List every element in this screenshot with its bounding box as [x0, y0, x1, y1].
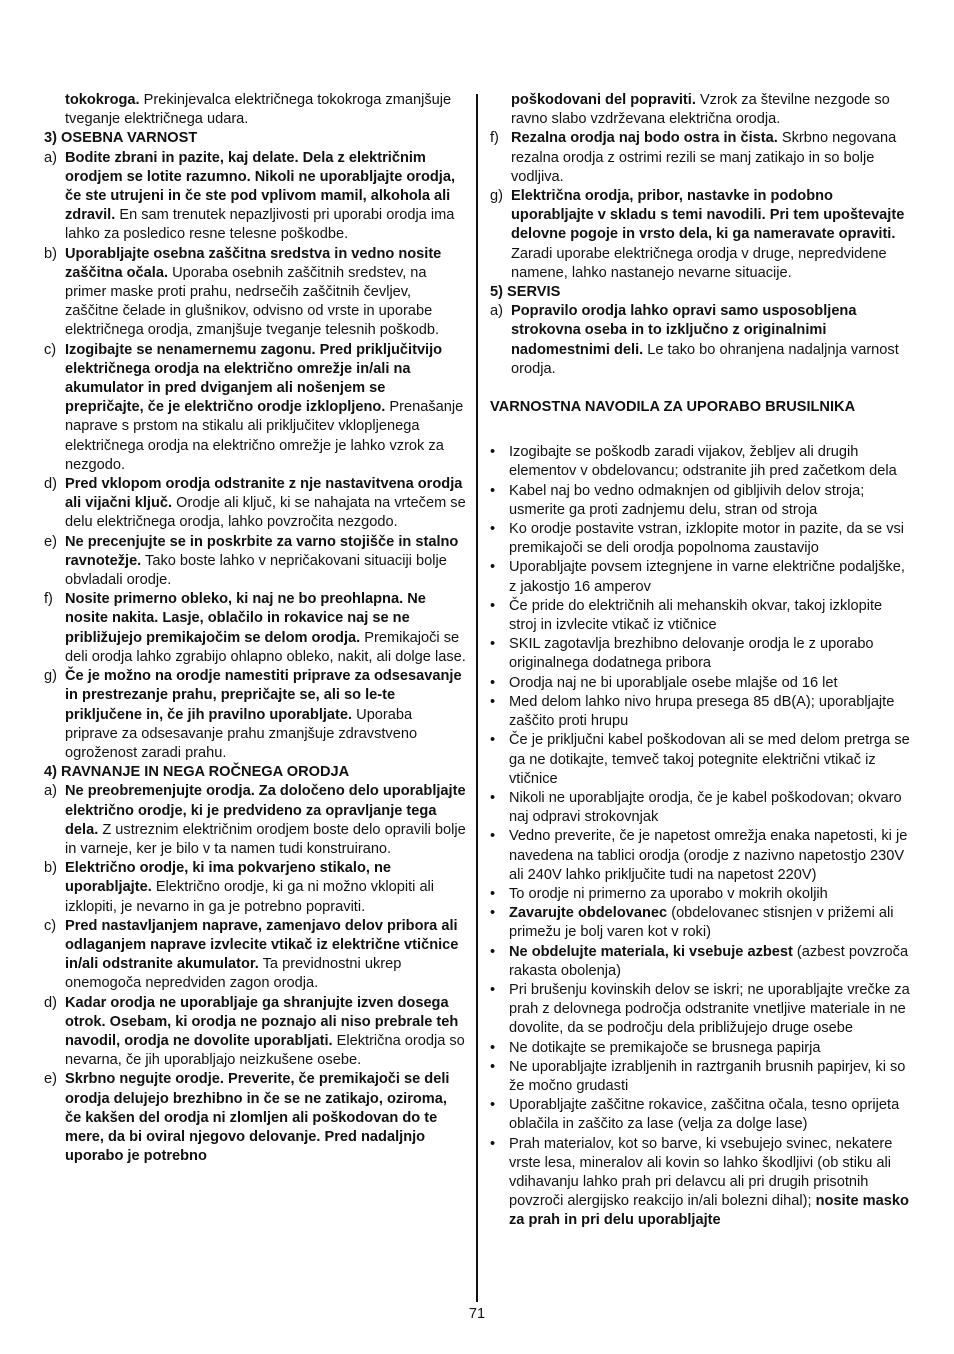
bullet-dot-icon: • [490, 943, 496, 960]
page-number: 71 [468, 1306, 486, 1322]
bullet-text: Ne dotikajte se premikajoče se brusnega papirja [509, 1039, 821, 1056]
item-text: Orodje ali ključ, ki se nahajata na vrtečem se delu električnega orodja, lahko povzročita nezgodo. [65, 495, 466, 531]
bullet-dot-icon: • [490, 981, 496, 998]
section-4-title: 4) RAVNANJE IN NEGA ROČNEGA ORODJA [44, 764, 350, 781]
bullet-item [490, 597, 910, 635]
bullet-item [490, 981, 910, 1039]
bullet-text: Če pride do električnih ali mehanskih okvar, takoj izklopite stroj in izvlecite vtikač iz vtičnice [509, 597, 883, 634]
item-bold-text: Pred vklopom orodja odstranite z nje nastavitvena orodja ali vijačni ključ. [65, 476, 463, 512]
section-5-title: 5) SERVIS [490, 284, 561, 301]
item-bold-text: Izogibajte se nenamernemu zagonu. Pred priključitvijo električnega orodja na električno omrežje in/ali na akumulator in pred dviganjem ali nošenjem se prepričajte, če je električno orodje izklopljeno. [65, 341, 443, 416]
bullet-text-after: (azbest povzroča rakasta obolenja) [509, 943, 909, 979]
bullet-dot-icon: • [490, 905, 496, 922]
item-label: g) [44, 668, 57, 685]
item-label: c) [44, 341, 57, 358]
list-item [44, 475, 466, 533]
item-text: Skrbno negovana rezalna orodja z ostrimi rezili se manj zatikajo in so bolje vodljiva. [511, 130, 897, 185]
item-text: Električna orodja so nevarna, če jih uporabljajo neizkušene osebe. [65, 1032, 465, 1069]
bullet-item [490, 558, 910, 596]
item-bold-text: Ne precenjujte se in poskrbite za varno stojišče in stalno ravnotežje. [65, 533, 459, 569]
bullet-text: Vedno preverite, če je napetost omrežja enaka napetosti, ki je navedena na tablici orodja (orodje z nazivno napetostjo 230V ali 240V lahko priključite tudi na napetost 220V) [509, 828, 908, 883]
bullet-dot-icon: • [490, 521, 496, 538]
item-label: a) [490, 303, 503, 320]
bullet-dot-icon: • [490, 1039, 496, 1056]
bullet-dot-icon: • [490, 559, 496, 576]
bullet-text: Ko orodje postavite vstran, izklopite motor in pazite, da se vsi premikajoči se deli orodja popolnoma zaustavijo [509, 521, 905, 557]
right-column [490, 91, 910, 1231]
bullet-item [490, 731, 910, 789]
item-bold-text: Nosite primerno obleko, ki naj ne bo preohlapna. Ne nosite nakita. Lasje, oblačilo in rokavice naj se ne približujejo premikajočim se delom orodja. [65, 591, 426, 646]
item-bold-text: Uporabljajte osebna zaščitna sredstva in vedno nosite zaščitna očala. [65, 245, 442, 281]
bullet-item [490, 635, 910, 673]
item-bold-text: Bodite zbrani in pazite, kaj delate. Dela z električnim orodjem se lotite razumno. Nikoli ne uporabljajte orodja, če ste utrujeni in če ste pod vplivom mamil, alkohola ali zdravil. [65, 149, 456, 224]
bullet-text: Orodja naj ne bi uporabljale osebe mlajše od 16 let [509, 674, 838, 691]
bullet-item [490, 885, 910, 904]
bullet-item [490, 1039, 910, 1058]
bullet-dot-icon: • [490, 732, 496, 749]
bullet-text: Prah materialov, kot so barve, ki vsebujejo svinec, nekatere vrste lesa, mineralov ali kovin so lahko škodljivi (ob stiku ali vdihavanju lahko prah pri delavcu ali pri drugih prisotnih povzroči alergijsko reakcijo in/ali bolezni dihal); [509, 1135, 893, 1210]
item-text: Z ustreznim električnim orodjem boste delo opravili bolje in varneje, ker je bilo v ta namen tudi konstruirano. [65, 821, 466, 857]
bullet-dot-icon: • [490, 693, 496, 710]
bullet-bold-text: Ne obdelujte materiala, ki vsebuje azbest [509, 943, 793, 960]
bullet-dot-icon: • [490, 636, 496, 653]
bullet-text: Kabel naj bo vedno odmaknjen od gibljivih delov stroja; usmerite ga proti zadnjemu delu, stran od stroja [509, 482, 865, 518]
list-item [44, 245, 466, 341]
item-bold-text: Električna orodja, pribor, nastavke in podobno uporabljajte v skladu s temi navodili. Pri tem upoštevajte delovne pogoje in vrsto dela, ki ga nameravate opraviti. [511, 188, 905, 243]
item-label: g) [490, 188, 503, 205]
column-divider [476, 94, 478, 1302]
item-bold-text: Električno orodje, ki ima pokvarjeno stikalo, ne uporabljajte. [65, 860, 392, 896]
bullet-dot-icon: • [490, 1135, 496, 1152]
item-bold-text: Če je možno na orodje namestiti priprave za odsesavanje in prestrezanje prahu, prepričajte se, ali so le-te priključene in, če jih pravilno uporabljate. [65, 668, 462, 723]
item-text: Ta previdnostni ukrep onemogoča nepredviden zagon orodja. [65, 956, 402, 992]
section-3-title: 3) OSEBNA VARNOST [44, 130, 198, 147]
bullet-text: Ne uporabljajte izrabljenih in raztrganih brusnih papirjev, ki so že močno grudasti [509, 1058, 906, 1094]
section-5-items [490, 302, 910, 379]
bullet-item [490, 1058, 910, 1096]
bullet-text: Med delom lahko nivo hrupa presega 85 dB(A); uporabljajte zaščito proti hrupu [509, 693, 895, 730]
item-label: d) [44, 994, 57, 1011]
list-item [490, 187, 910, 283]
item-e-continuation: poškodovani del popraviti. Vzrok za številne nezgode so ravno slabo vzdrževana električna orodja. [511, 92, 890, 128]
bullet-item [490, 943, 910, 981]
spacer [490, 417, 910, 443]
bullet-bold-text: nosite masko za prah in pri delu uporabljajte [509, 1193, 909, 1229]
bullet-dot-icon: • [490, 597, 496, 614]
item-bold-text: Rezalna orodja naj bodo ostra in čista. [511, 130, 778, 147]
bullet-item [490, 482, 910, 520]
list-item [44, 782, 466, 859]
bullet-item [490, 1096, 910, 1134]
list-item [44, 533, 466, 591]
bullet-item [490, 443, 910, 481]
item-bold-text: Pred nastavljanjem naprave, zamenjavo delov pribora ali odlaganjem naprave izvlecite vtikač iz električne vtičnice in/ali odstranite akumulator. [65, 917, 459, 973]
bullet-item [490, 904, 910, 942]
item-text: Tako boste lahko v nepričakovani situaciji bolje obvladali orodje. [65, 552, 447, 589]
bullet-dot-icon: • [490, 828, 496, 845]
list-item [44, 341, 466, 475]
item-bold-text: Skrbno negujte orodje. Preverite, če premikajoči se deli orodja delujejo brezhibno in če se ne zatikajo, oziroma, če kakšen del orodja ni zlomljen ali poškodovan do te mere, da bi oviral njegovo delovanje. Pred nadaljnjo uporabo je potrebno [65, 1071, 450, 1165]
list-item [44, 1070, 466, 1166]
item-label: e) [44, 533, 57, 550]
bullet-text: Uporabljajte zaščitne rokavice, zaščitna očala, tesno oprijeta oblačila in zaščito za lase (velja za dolge lase) [509, 1097, 900, 1133]
item-text: En sam trenutek nepazljivosti pri uporabi orodja ima lahko za posledico resne telesne poškodbe. [65, 207, 455, 243]
item-text: Uporaba osebnih zaščitnih sredstev, na primer maske proti prahu, nedrsečih zaščitnih čevljev, zaščitne čelade in glušnikov, odvisno od vrste in uporabe električnega orodja, zmanjšuje tveganje telesnih poškodb. [65, 264, 439, 339]
item-label: e) [44, 1071, 57, 1088]
bullet-text: Če je priključni kabel poškodovan ali se med delom pretrga se ga ne dotikajte, temveč takoj potegnite električni vtikač iz vtičnice [509, 732, 910, 787]
bullet-item [490, 1135, 910, 1231]
bullet-item [490, 520, 910, 558]
bullet-item [490, 827, 910, 885]
item-label: f) [490, 130, 499, 147]
item-text: Zaradi uporabe električnega orodja v druge, nepredvidene namene, lahko nastanejo nevarne situacije. [511, 245, 887, 281]
bullet-dot-icon: • [490, 789, 496, 806]
section-4-items [44, 782, 466, 1166]
item-label: d) [44, 476, 57, 493]
bullet-text: Pri brušenju kovinskih delov se iskri; ne uporabljajte vrečke za prah z delovnega področja odstranite vnetljive materiale in ne dovolite, da se področju dela približujejo druge osebe [509, 981, 910, 1037]
bullet-item [490, 674, 910, 693]
item-bold-text: Kadar orodja ne uporabljaje ga shranjujte izven dosega otrok. Osebam, ki orodja ne poznajo ali niso prebrale teh navodil, orodja ne dovolite uporabljati. [65, 994, 459, 1049]
list-item [490, 129, 910, 187]
item-text: Uporaba priprave za odsesavanje prahu zmanjšuje zdravstveno ogroženost zaradi prahu. [65, 706, 418, 761]
intro-continuation: tokokroga. Prekinjevalca električnega tokokroga zmanjšuje tveganje električnega udara. [65, 92, 452, 128]
safety-heading: VARNOSTNA NAVODILA ZA UPORABO BRUSILNIKA [490, 399, 856, 416]
item-bold-text: Ne preobremenjujte orodja. Za določeno delo uporabljajte električno orodje, ki je predvideno za opravljanje tega dela. [65, 783, 466, 838]
left-column [44, 91, 466, 1166]
bullet-dot-icon: • [490, 1097, 496, 1114]
bullet-text: To orodje ni primerno za uporabo v mokrih okoljih [509, 885, 828, 902]
bullet-item [490, 789, 910, 827]
list-item [490, 302, 910, 379]
section-4-continued-items [490, 129, 910, 283]
item-text: Premikajoči se deli orodja lahko zgrabijo ohlapno obleko, nakit, ali dolge lase. [65, 629, 466, 665]
item-label: f) [44, 591, 53, 608]
bullet-bold-text: Zavarujte obdelovanec [509, 905, 668, 922]
safety-bullet-list [490, 443, 910, 1230]
list-item [44, 149, 466, 245]
item-label: a) [44, 149, 57, 166]
item-text: Električno orodje, ki ga ni možno vklopiti ali izklopiti, je nevarno in ga je potrebno popraviti. [65, 879, 435, 915]
bullet-text-after: (obdelovanec stisnjen v prižemi ali primežu je bolj varen kot v roki) [509, 905, 894, 941]
list-item [44, 917, 466, 994]
section-3-items [44, 149, 466, 764]
list-item [44, 590, 466, 667]
item-label: b) [44, 245, 57, 262]
bullet-text: Uporabljajte povsem iztegnjene in varne električne podaljške, z jakostjo 16 amperov [509, 559, 905, 595]
bullet-dot-icon: • [490, 444, 496, 461]
item-label: c) [44, 917, 57, 934]
item-text: Prenašanje naprave s prstom na stikalu ali priključitev vklopljenega električnega orodja na električno omrežje je lahko vzrok za nezgodo. [65, 399, 464, 473]
bullet-dot-icon: • [490, 674, 496, 691]
spacer [490, 379, 910, 398]
bullet-dot-icon: • [490, 885, 496, 902]
item-label: b) [44, 860, 57, 877]
bullet-text: Izogibajte se poškodb zaradi vijakov, žebljev ali drugih elementov v obdelovancu; odstranite jih pred začetkom dela [509, 444, 897, 480]
item-label: a) [44, 783, 57, 800]
bullet-text: SKIL zagotavlja brezhibno delovanje orodja le z uporabo originalnega dodatnega pribora [509, 636, 874, 672]
list-item [44, 859, 466, 917]
item-bold-text: Popravilo orodja lahko opravi samo usposobljena strokovna oseba in to izključno z originalnimi nadomestnimi deli. [511, 303, 857, 358]
bullet-text: Nikoli ne uporabljajte orodja, če je kabel poškodovan; okvaro naj odpravi strokovnjak [509, 789, 902, 826]
list-item [44, 994, 466, 1071]
bullet-dot-icon: • [490, 482, 496, 499]
bullet-item [490, 693, 910, 731]
bullet-dot-icon: • [490, 1058, 496, 1075]
list-item [44, 667, 466, 763]
item-text: Le tako bo ohranjena nadaljnja varnost orodja. [511, 341, 899, 377]
